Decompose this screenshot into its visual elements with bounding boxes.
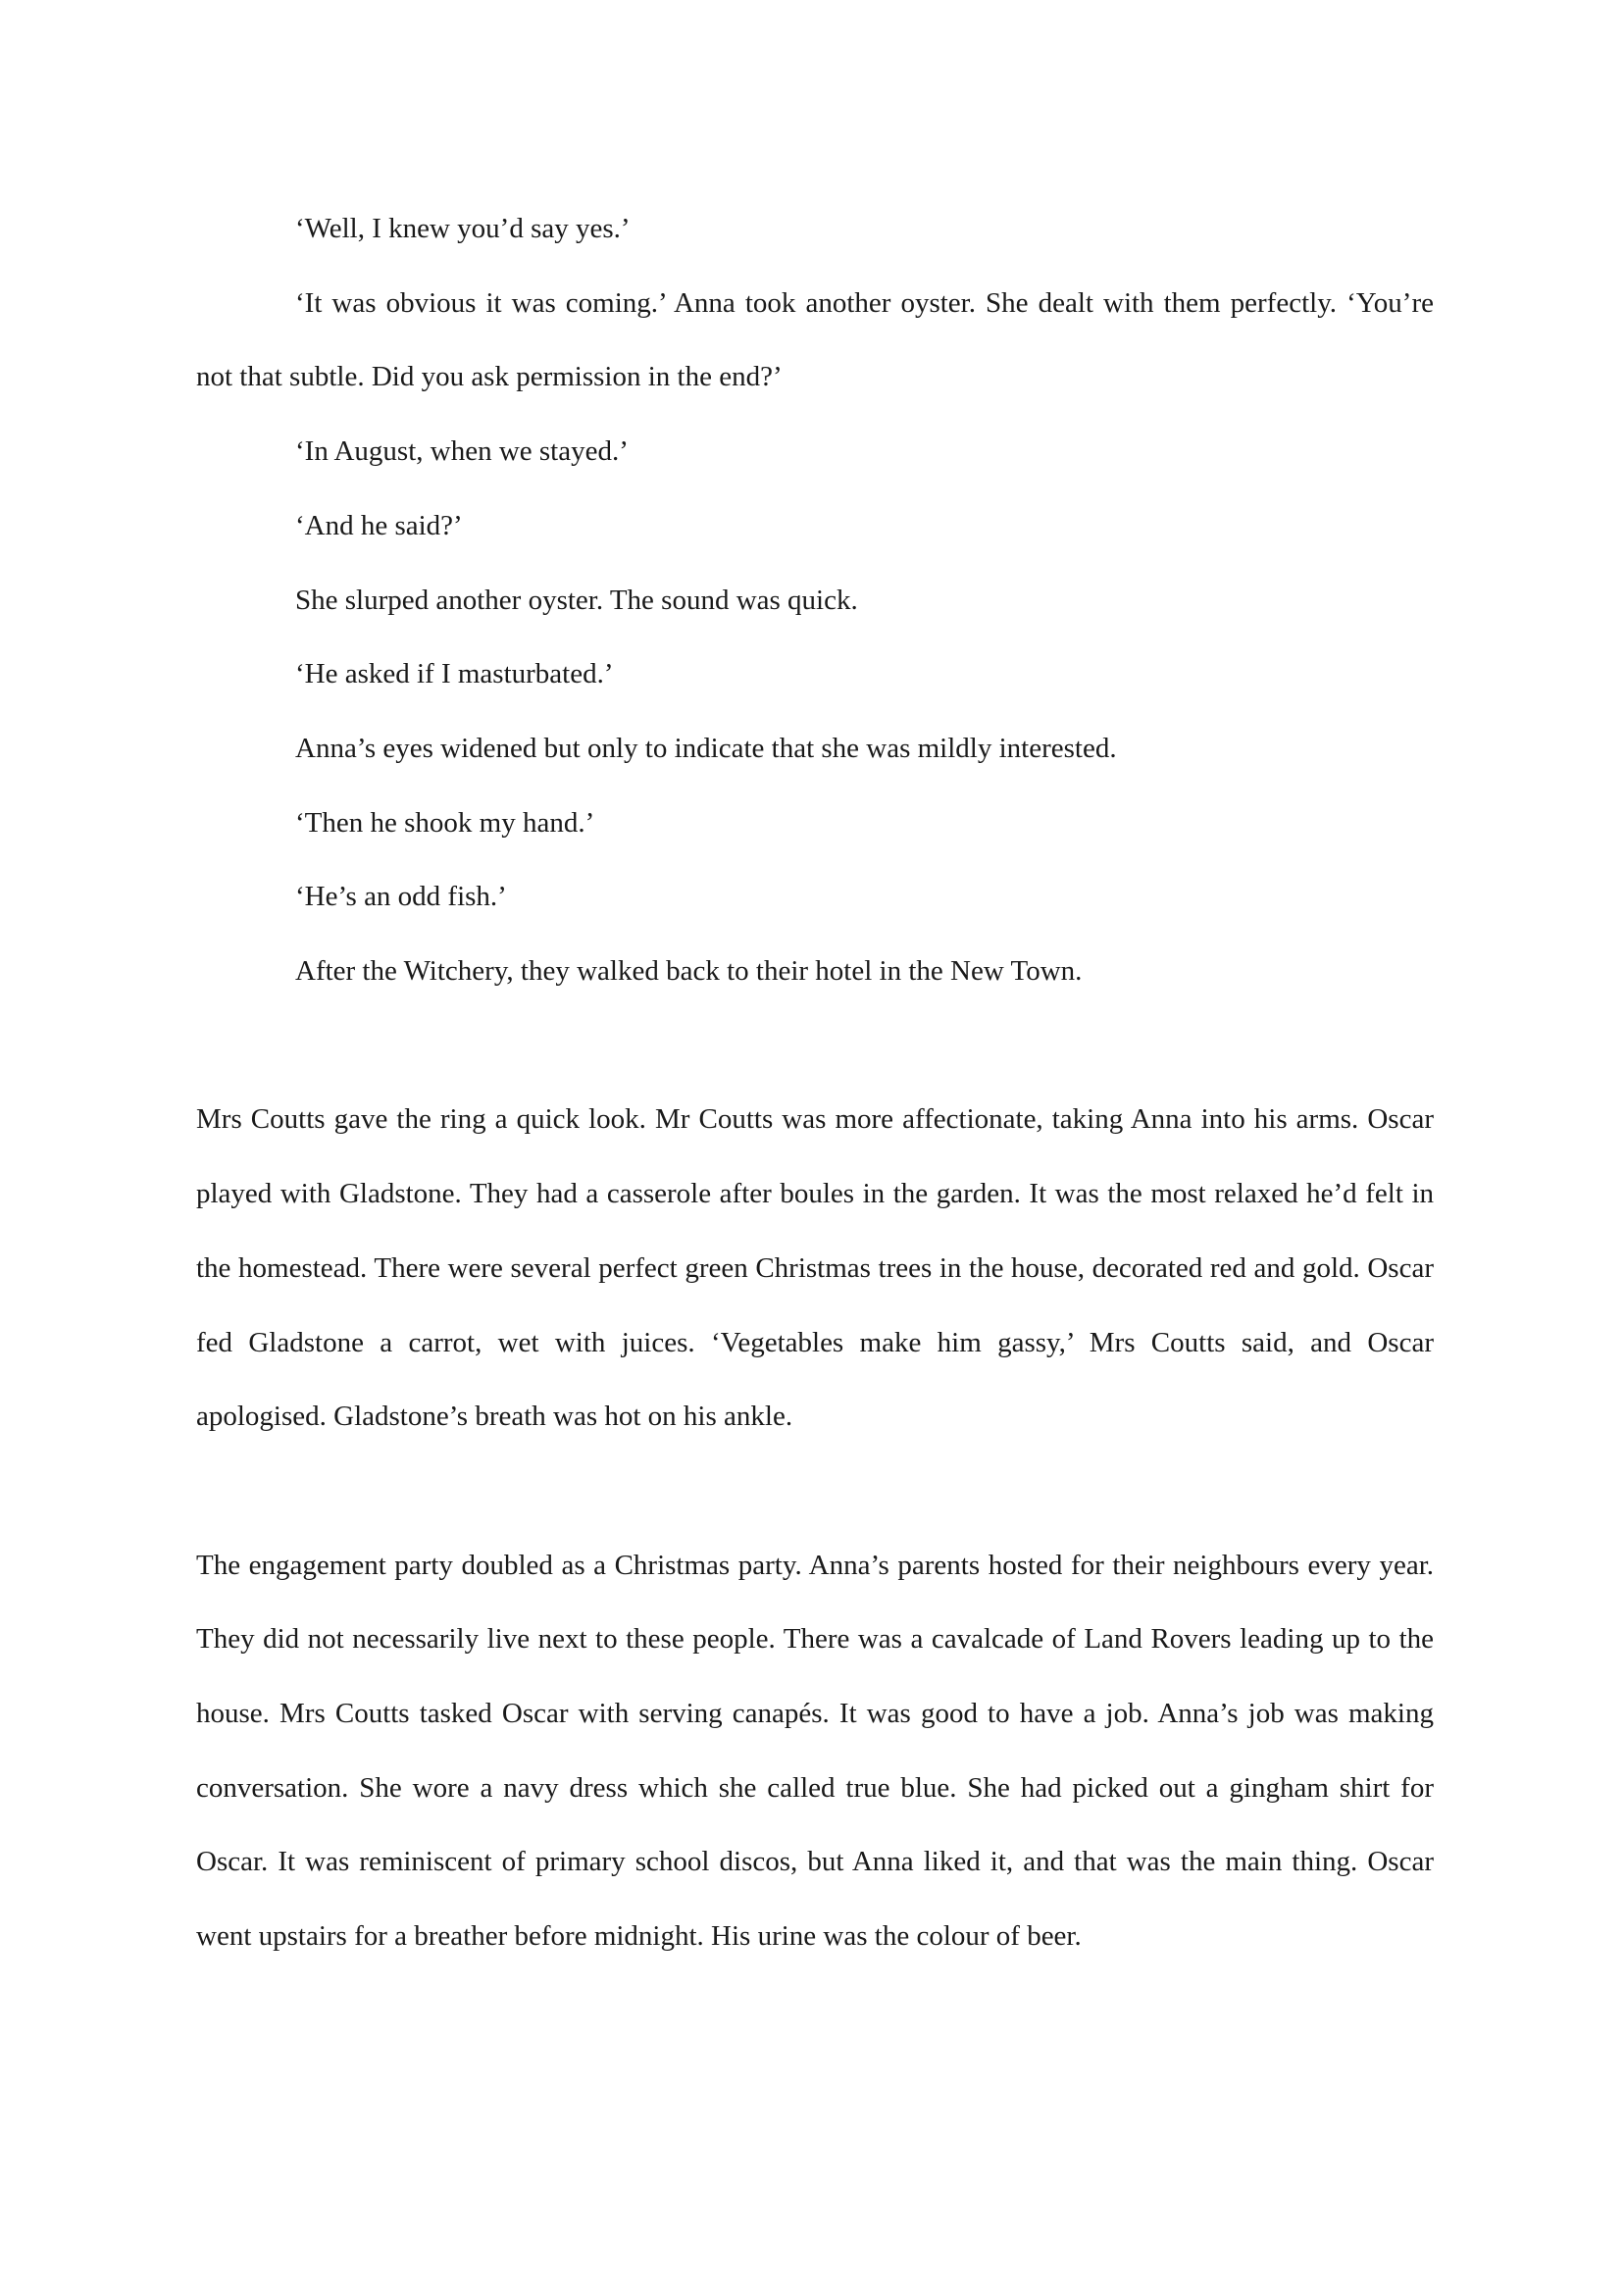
dialogue-paragraph: ‘Well, I knew you’d say yes.’ xyxy=(295,213,631,244)
section-paragraph: Mrs Coutts gave the ring a quick look. Mr Coutts was more affectionate, taking Anna into his arms. Oscar played with Gladstone. They had a casserole after boules in the garden. It was the most relaxed he’d felt in the homestead. There were several perfect green Christmas trees in the house, decorated red and gold. Oscar fed Gladstone a carrot, wet with juices. ‘Vegetables make him gassy,’ Mrs Coutts said, and Oscar apologised. Gladstone’s breath was hot on his ankle. xyxy=(196,1103,1434,1433)
section-paragraph: The engagement party doubled as a Christmas party. Anna’s parents hosted for their neighbours every year. They did not necessarily live next to these people. There was a cavalcade of Land Rovers leading up to the house. Mrs Coutts tasked Oscar with serving canapés. It was good to have a job. Anna’s job was making conversation. She wore a navy dress which she called true blue. She had picked out a gingham shirt for Oscar. It was reminiscent of primary school discos, but Anna liked it, and that was the main thing. Oscar went upstairs for a breather before midnight. His urine was the colour of beer. xyxy=(196,1549,1434,1953)
narrative-paragraph: She slurped another oyster. The sound was quick. xyxy=(295,584,858,616)
dialogue-paragraph: ‘Then he shook my hand.’ xyxy=(295,806,595,839)
dialogue-paragraph: ‘He asked if I masturbated.’ xyxy=(295,658,614,690)
body-text xyxy=(196,192,1434,1974)
dialogue-paragraph: ‘He’s an odd fish.’ xyxy=(295,881,507,913)
narrative-paragraph: ‘It was obvious it was coming.’ Anna took another oyster. She dealt with them perfectly. ‘You’re not that subtle. Did you ask permission in the end?’ xyxy=(196,286,1434,393)
dialogue-paragraph: ‘In August, when we stayed.’ xyxy=(295,435,629,468)
narrative-paragraph: Anna’s eyes widened but only to indicate that she was mildly interested. xyxy=(295,732,1117,764)
dialogue-paragraph: ‘And he said?’ xyxy=(295,509,463,541)
narrative-paragraph: After the Witchery, they walked back to their hotel in the New Town. xyxy=(295,955,1083,988)
